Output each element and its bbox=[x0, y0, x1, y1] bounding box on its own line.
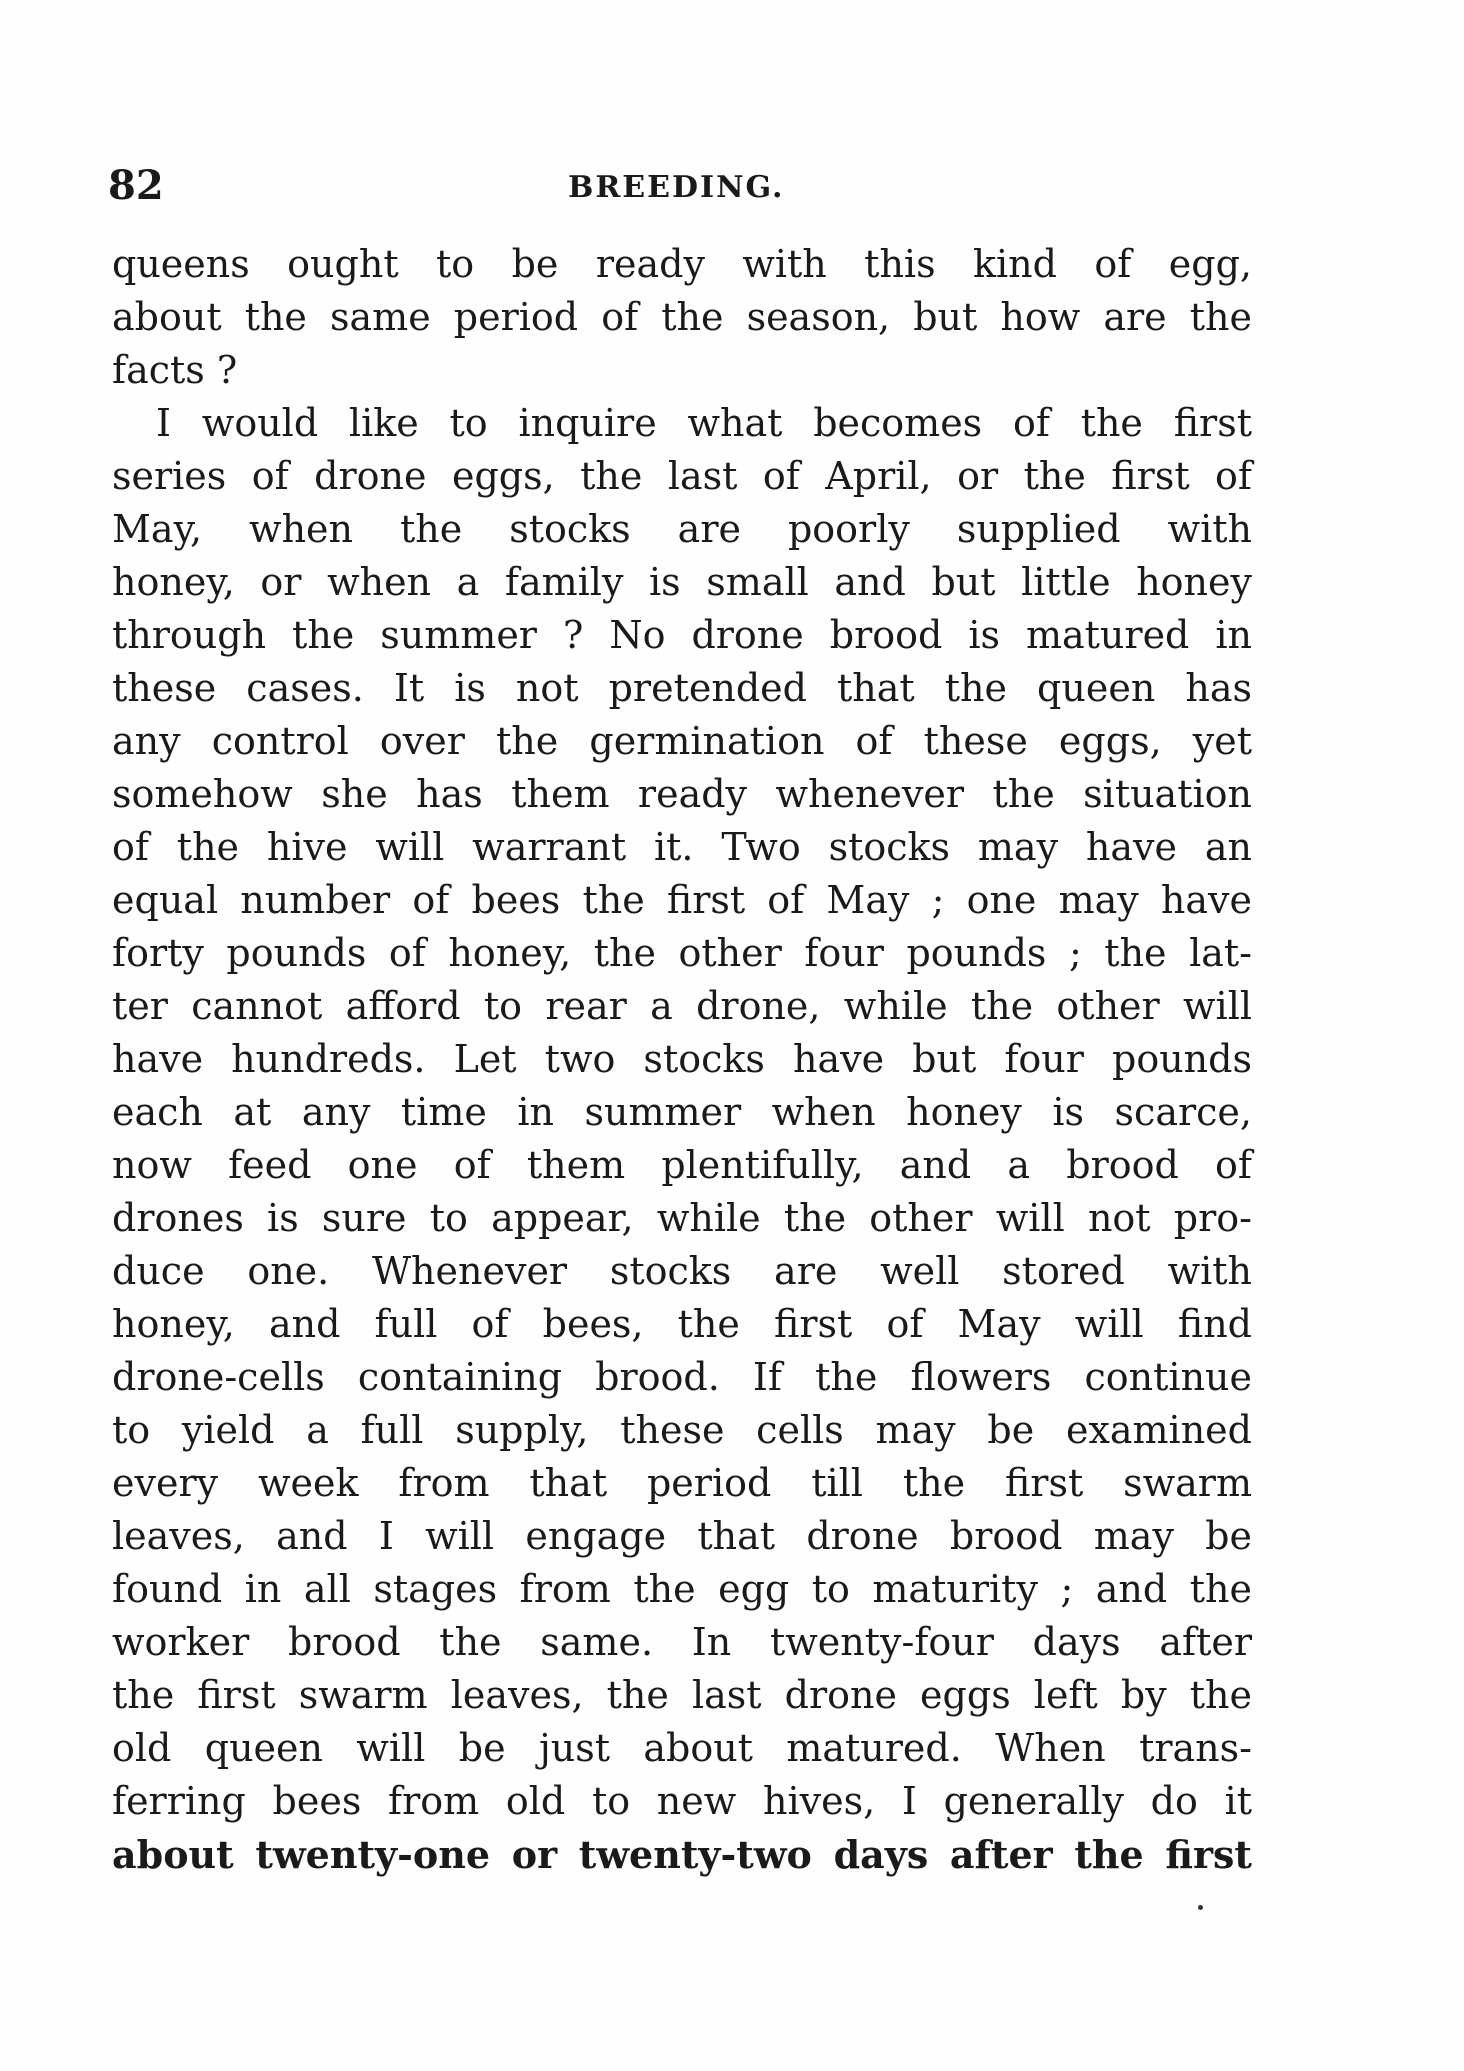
text-line: leaves, and I will engage that drone brood may be bbox=[112, 1514, 1252, 1558]
text-line: any control over the germination of these eggs, yet bbox=[112, 719, 1252, 763]
text-line: to yield a full supply, these cells may be examined bbox=[112, 1408, 1252, 1452]
text-line: about the same period of the season, but how are the bbox=[112, 295, 1252, 339]
text-line: facts ? bbox=[112, 348, 238, 392]
text-line: duce one. Whenever stocks are well stored with bbox=[112, 1249, 1252, 1293]
text-line: through the summer ? No drone brood is matured in bbox=[112, 613, 1252, 657]
text-line: each at any time in summer when honey is scarce, bbox=[112, 1090, 1252, 1134]
text-line: honey, or when a family is small and but little honey bbox=[112, 560, 1252, 604]
text-line: queens ought to be ready with this kind of egg, bbox=[112, 242, 1252, 286]
text-line: equal number of bees the first of May ; one may have bbox=[112, 878, 1252, 922]
text-line: ferring bees from old to new hives, I generally do it bbox=[112, 1779, 1252, 1823]
text-line: about twenty-one or twenty-two days after the first bbox=[112, 1832, 1252, 1877]
ink-speck bbox=[1198, 1905, 1203, 1910]
text-line: series of drone eggs, the last of April, or the first of bbox=[112, 454, 1252, 498]
page-number: 82 bbox=[108, 162, 164, 209]
text-line: drone-cells containing brood. If the flowers continue bbox=[112, 1355, 1252, 1399]
text-line: somehow she has them ready whenever the situation bbox=[112, 772, 1252, 816]
text-line: drones is sure to appear, while the other will not pro- bbox=[112, 1196, 1252, 1240]
text-line: have hundreds. Let two stocks have but four pounds bbox=[112, 1037, 1252, 1081]
text-line: ter cannot afford to rear a drone, while the other will bbox=[112, 984, 1252, 1028]
text-line: found in all stages from the egg to maturity ; and the bbox=[112, 1567, 1252, 1611]
text-line: I would like to inquire what becomes of the first bbox=[156, 401, 1252, 445]
page-header bbox=[108, 162, 1258, 212]
text-line: every week from that period till the first swarm bbox=[112, 1461, 1252, 1505]
text-line: of the hive will warrant it. Two stocks may have an bbox=[112, 825, 1252, 869]
text-line: May, when the stocks are poorly supplied with bbox=[112, 507, 1252, 551]
text-line: these cases. It is not pretended that the queen has bbox=[112, 666, 1252, 710]
text-line: the first swarm leaves, the last drone eggs left by the bbox=[112, 1673, 1252, 1717]
body-text bbox=[112, 238, 1252, 1881]
text-line: honey, and full of bees, the first of May will find bbox=[112, 1302, 1252, 1346]
text-line: worker brood the same. In twenty-four days after bbox=[112, 1620, 1252, 1664]
text-line: forty pounds of honey, the other four pounds ; the lat- bbox=[112, 931, 1252, 975]
paragraph-2 bbox=[112, 397, 1252, 1881]
running-head: BREEDING. bbox=[568, 170, 785, 205]
paragraph-1 bbox=[112, 238, 1252, 397]
text-line: old queen will be just about matured. When trans- bbox=[112, 1726, 1252, 1770]
text-line: now feed one of them plentifully, and a brood of bbox=[112, 1143, 1252, 1187]
